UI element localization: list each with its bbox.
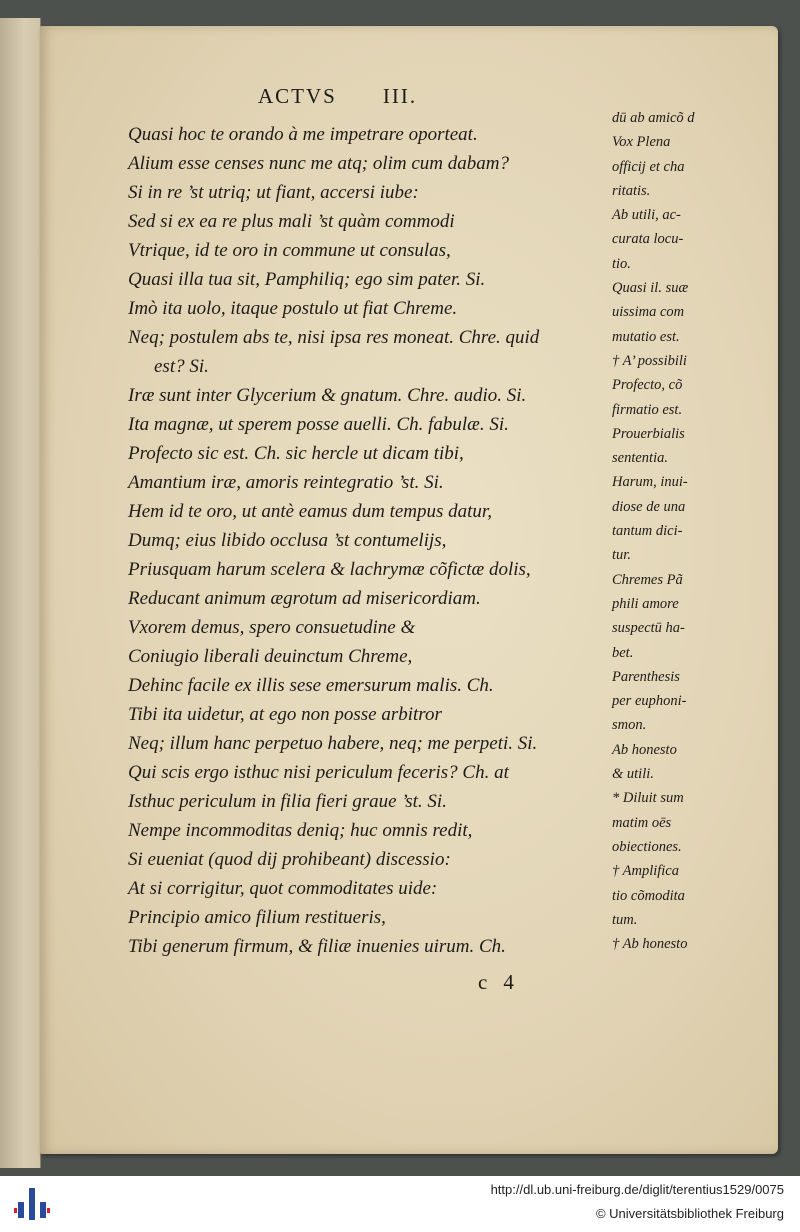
margin-note-line: † A’ possibili bbox=[612, 352, 687, 369]
text-line: Quasi illa tua sit, Pamphiliq; ego sim pater. Si. bbox=[128, 269, 486, 290]
text-line: Hem id te oro, ut antè eamus dum tempus datur, bbox=[128, 501, 492, 522]
act-number: III. bbox=[382, 84, 418, 108]
margin-note-line: tum. bbox=[612, 911, 638, 928]
margin-note-line: Vox Plena bbox=[612, 134, 671, 151]
text-line: Alium esse censes nunc me atq; olim cum dabam? bbox=[128, 153, 509, 174]
margin-note-line: curata locu- bbox=[612, 231, 684, 248]
margin-note-line: * Diluit sum bbox=[612, 790, 684, 807]
margin-note-line: bet. bbox=[612, 644, 634, 661]
margin-note-line: & utili. bbox=[612, 766, 654, 783]
margin-note-line: Parenthesis bbox=[612, 668, 680, 685]
margin-note-line: obiectiones. bbox=[612, 838, 682, 855]
text-line: Nempe incommoditas deniq; huc omnis redit, bbox=[128, 820, 473, 841]
margin-note-line: Ab utili, ac- bbox=[612, 207, 681, 224]
margin-note-line: smon. bbox=[612, 717, 647, 734]
margin-note-line: firmatio est. bbox=[612, 401, 683, 418]
text-line: Tibi ita uidetur, at ego non posse arbitror bbox=[128, 704, 442, 725]
text-line: Isthuc periculum in filia fieri graue ’st. Si. bbox=[128, 791, 447, 812]
margin-note-line: Profecto, cõ bbox=[612, 377, 683, 394]
margin-note-line: Ab honesto bbox=[612, 741, 677, 758]
margin-note-line: dū ab amicõ d bbox=[612, 110, 695, 126]
signature-letter: c bbox=[478, 970, 488, 994]
text-line: Dumq; eius libido occlusa ’st contumelijs, bbox=[128, 530, 447, 551]
text-line: Ita magnæ, ut sperem posse auelli. Ch. fabulæ. Si. bbox=[128, 414, 509, 435]
margin-note-line: Chremes Pã bbox=[612, 571, 683, 588]
copyright-text: © Universitätsbibliothek Freiburg bbox=[595, 1206, 784, 1221]
text-line: Neq; postulem abs te, nisi ipsa res moneat. Chre. quid bbox=[128, 327, 540, 348]
text-line: Tibi generum firmum, & filiæ inuenies uirum. Ch. bbox=[128, 936, 506, 957]
text-line: Qui scis ergo isthuc nisi periculum feceris? Ch. at bbox=[128, 762, 509, 783]
text-line: Vxorem demus, spero consuetudine & bbox=[128, 617, 416, 638]
text-line: Dehinc facile ex illis sese emersurum malis. Ch. bbox=[128, 675, 494, 696]
viewer-footer bbox=[0, 1176, 800, 1232]
margin-note-line: tur. bbox=[612, 547, 631, 564]
act-label: ACTVS bbox=[258, 84, 337, 108]
text-line: Iræ sunt inter Glycerium & gnatum. Chre. audio. Si. bbox=[128, 385, 527, 406]
margin-note-line: † Amplifica bbox=[612, 863, 679, 880]
margin-note-line: diose de una bbox=[612, 498, 686, 515]
margin-note-line: tio. bbox=[612, 255, 631, 272]
text-line: Vtrique, id te oro in commune ut consulas, bbox=[128, 240, 451, 261]
text-line: Si eueniat (quod dij prohibeant) discessio: bbox=[128, 849, 451, 870]
text-line: Neq; illum hanc perpetuo habere, neq; me perpeti. Si. bbox=[128, 733, 538, 754]
margin-note-line: officij et cha bbox=[612, 158, 685, 175]
margin-note-line: suspectū ha- bbox=[612, 620, 685, 637]
margin-note-line: Harum, inui- bbox=[612, 474, 688, 491]
margin-note-line: Quasi il. suæ bbox=[612, 280, 689, 297]
running-head bbox=[258, 84, 417, 109]
previous-page-edge bbox=[0, 18, 41, 1168]
main-text-block bbox=[128, 120, 608, 961]
ub-freiburg-logo-icon[interactable] bbox=[12, 1184, 52, 1224]
text-line: Amantium iræ, amoris reintegratio ’st. Si. bbox=[128, 472, 444, 493]
margin-note-line: tantum dici- bbox=[612, 523, 683, 540]
text-line: Reducant animum ægrotum ad misericordiam. bbox=[128, 588, 481, 609]
margin-note-line: matim oēs bbox=[612, 814, 672, 831]
margin-notes-column bbox=[612, 106, 772, 956]
signature-mark bbox=[478, 970, 514, 995]
margin-note-line: mutatio est. bbox=[612, 328, 680, 345]
margin-note-line: ritatis. bbox=[612, 182, 651, 199]
margin-note-line: phili amore bbox=[612, 595, 679, 612]
text-line: Sed si ex ea re plus mali ’st quàm commodi bbox=[128, 211, 455, 232]
margin-note-line: † Ab honesto bbox=[612, 936, 688, 953]
text-line: Quasi hoc te orando à me impetrare oporteat. bbox=[128, 124, 478, 145]
margin-note-line: Prouerbialis bbox=[612, 425, 685, 442]
margin-note-line: sententia. bbox=[612, 450, 668, 467]
margin-note-line: tio cõmodita bbox=[612, 887, 685, 904]
margin-note-line: per euphoni- bbox=[612, 693, 687, 710]
text-line: Si in re ’st utriq; ut fiant, accersi iube: bbox=[128, 182, 419, 203]
text-line: Principio amico filium restitueris, bbox=[128, 907, 386, 928]
text-line: Priusquam harum scelera & lachrymæ cõfictæ dolis, bbox=[128, 559, 531, 580]
text-line: Coniugio liberali deuinctum Chreme, bbox=[128, 646, 413, 667]
text-line: Imò ita uolo, itaque postulo ut fiat Chreme. bbox=[128, 298, 458, 319]
signature-number: 4 bbox=[503, 970, 514, 994]
margin-note-line: uissima com bbox=[612, 304, 685, 321]
permalink-url[interactable]: http://dl.ub.uni-freiburg.de/diglit/terentius1529/0075 bbox=[490, 1182, 784, 1197]
text-line: Profecto sic est. Ch. sic hercle ut dicam tibi, bbox=[128, 443, 464, 464]
text-line: At si corrigitur, quot commoditates uide: bbox=[128, 878, 438, 899]
text-line: est? Si. bbox=[154, 356, 209, 377]
